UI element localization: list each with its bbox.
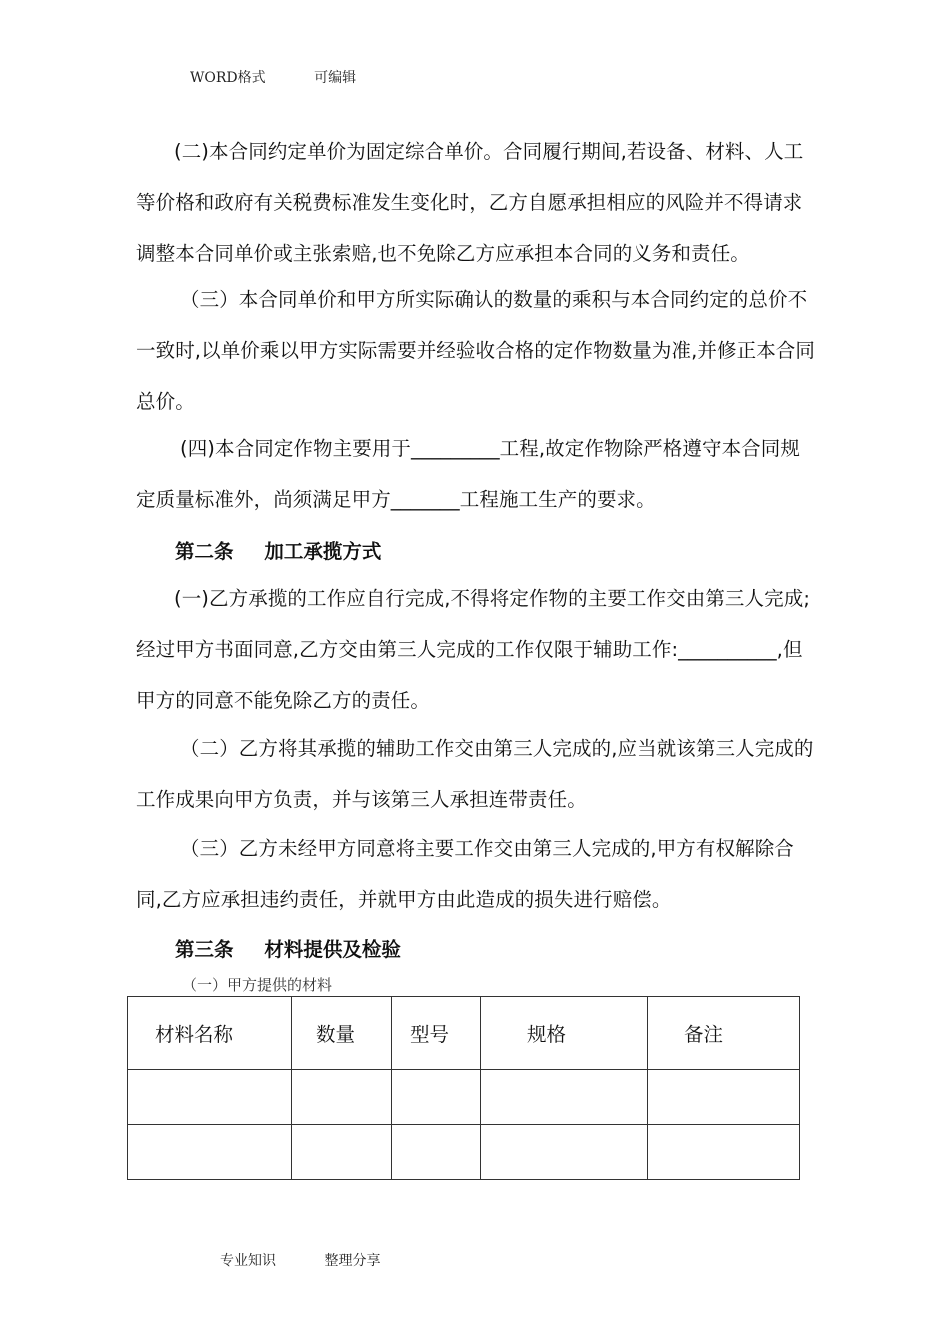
table-cell <box>481 1125 648 1180</box>
header-material-name: 材料名称 <box>155 1023 234 1046</box>
header-model: 型号 <box>410 1023 450 1046</box>
header-format-label: WORD格式 <box>190 70 266 86</box>
article-2-number: 第二条 <box>175 540 234 563</box>
table-cell <box>292 1070 392 1125</box>
paragraph-usage: (四)本合同定作物主要用于_________工程,故定作物除严格遵守本合同规定质量标准外，尚须满足甲方_______工程施工生产的要求。 <box>136 437 800 511</box>
table-header-row <box>128 997 800 1070</box>
table-row <box>128 1070 800 1125</box>
article-2-paragraph-3: （三）乙方未经甲方同意将主要工作交由第三人完成的,甲方有权解除合同,乙方应承担违约责任，并就甲方由此造成的损失进行赔偿。 <box>136 837 794 911</box>
header-cell-remark <box>648 997 800 1070</box>
header-cell-quantity <box>292 997 392 1070</box>
table-cell <box>392 1070 481 1125</box>
header-cell-model <box>392 997 481 1070</box>
table-row <box>128 1125 800 1180</box>
table-cell <box>128 1070 292 1125</box>
materials-subcaption: （一）甲方提供的材料 <box>182 976 333 994</box>
header-cell-spec <box>481 997 648 1070</box>
header-quantity: 数量 <box>316 1023 356 1046</box>
article-2-paragraph-1: (一)乙方承揽的工作应自行完成,不得将定作物的主要工作交由第三人完成;经过甲方书面同意,乙方交由第三人完成的工作仅限于辅助工作:__________,但甲方的同意不能免除乙方的责任。 <box>136 587 810 712</box>
materials-table <box>127 996 800 1180</box>
article-2-title: 加工承揽方式 <box>264 540 382 563</box>
table-cell <box>648 1070 800 1125</box>
table-cell <box>392 1125 481 1180</box>
paragraph-total-price: （三）本合同单价和甲方所实际确认的数量的乘积与本合同约定的总价不一致时,以单价乘以甲方实际需要并经验收合格的定作物数量为准,并修正本合同总价。 <box>136 288 815 413</box>
article-3-number: 第三条 <box>175 938 234 961</box>
table-cell <box>648 1125 800 1180</box>
table-cell <box>481 1070 648 1125</box>
header-editable-label: 可编辑 <box>314 70 357 86</box>
article-3-heading <box>175 934 401 962</box>
footer-left-label: 专业知识 <box>220 1253 276 1269</box>
header-spec: 规格 <box>527 1023 567 1046</box>
article-2-heading <box>175 536 381 564</box>
header-cell-name <box>128 997 292 1070</box>
header-remark: 备注 <box>684 1023 724 1046</box>
page-header <box>190 67 356 87</box>
table-cell <box>128 1125 292 1180</box>
table-cell <box>292 1125 392 1180</box>
article-2-paragraph-2: （二）乙方将其承揽的辅助工作交由第三人完成的,应当就该第三人完成的工作成果向甲方负责，并与该第三人承担连带责任。 <box>136 737 814 811</box>
paragraph-unit-price: (二)本合同约定单价为固定综合单价。合同履行期间,若设备、材料、人工等价格和政府有关税费标准发生变化时，乙方自愿承担相应的风险并不得请求调整本合同单价或主张索赔,也不免除乙方应承担本合同的义务和责任。 <box>136 140 804 265</box>
page-footer <box>220 1250 380 1270</box>
footer-right-label: 整理分享 <box>324 1253 381 1269</box>
article-3-title: 材料提供及检验 <box>264 938 401 961</box>
